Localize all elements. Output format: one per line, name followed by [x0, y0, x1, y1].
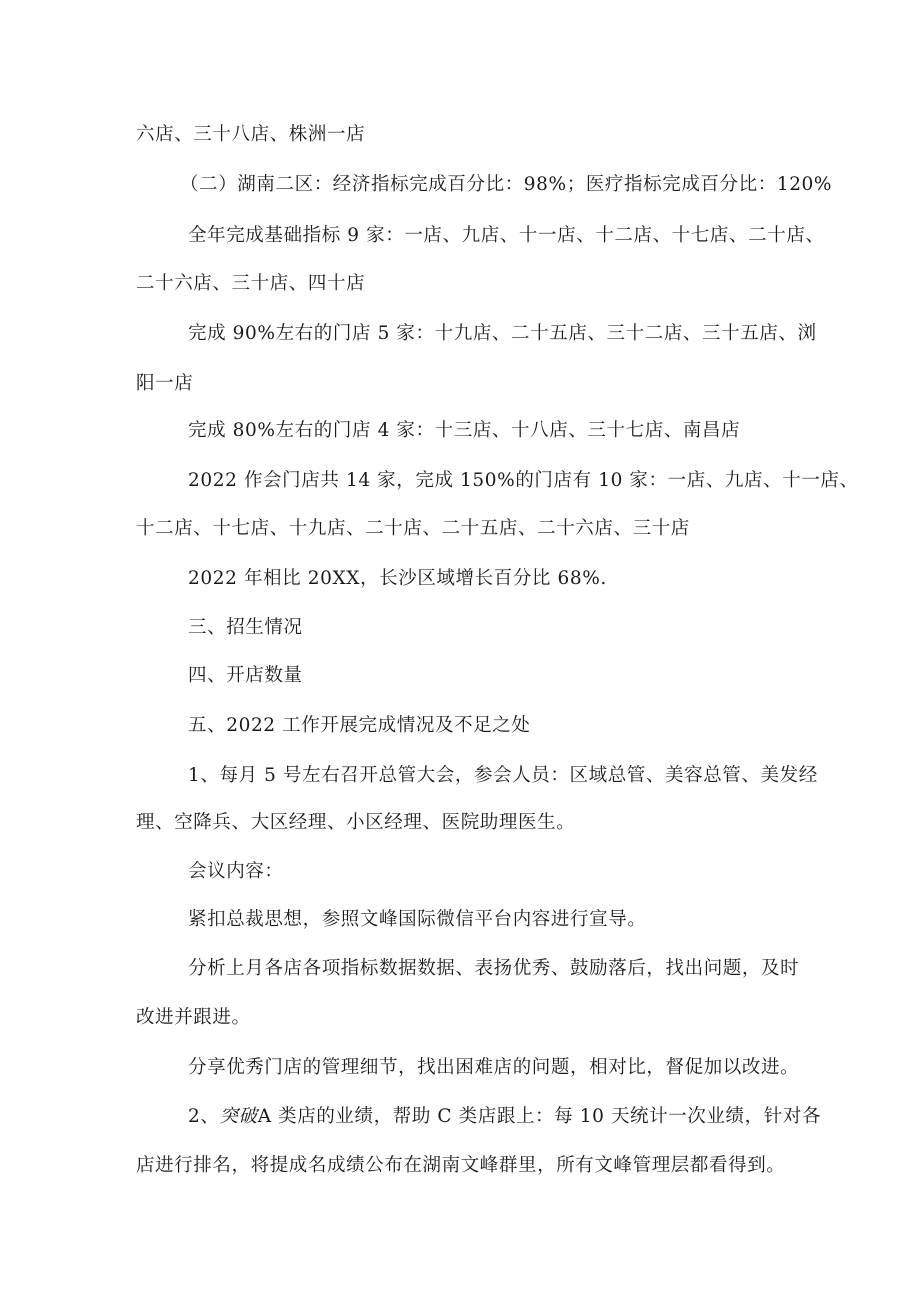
paragraph-line: 会议内容： — [188, 861, 284, 882]
emphasis-text: 突破 — [219, 1106, 258, 1127]
paragraph-line: 全年完成基础指标 9 家：一店、九店、十一店、十二店、十七店、二十店、 — [188, 225, 825, 246]
paragraph-line: 十二店、十七店、十九店、二十店、二十五店、二十六店、三十店 — [136, 518, 690, 539]
paragraph-line: 阳一店 — [136, 373, 194, 394]
paragraph-line: 紧扣总裁思想，参照文峰国际微信平台内容进行宣导。 — [188, 909, 647, 930]
paragraph-line-number: 2、 — [188, 1106, 220, 1127]
paragraph-line: 2022 作会门店共 14 家，完成 150%的门店有 10 家：一店、九店、十一店、 — [188, 470, 859, 491]
paragraph-line: 完成 80%左右的门店 4 家：十三店、十八店、三十七店、南昌店 — [188, 420, 741, 441]
section-heading-hunan-district-two: （二）湖南二区：经济指标完成百分比：98%；医疗指标完成百分比：120% — [180, 174, 833, 195]
paragraph-line: 2022 年相比 20XX，长沙区域增长百分比 68%. — [188, 568, 607, 589]
section-heading-enrollment: 三、招生情况 — [188, 617, 303, 638]
paragraph-line — [188, 1105, 821, 1129]
paragraph-line: 理、空降兵、大区经理、小区经理、医院助理医生。 — [136, 812, 576, 833]
paragraph-line: 1、每月 5 号左右召开总管大会，参会人员：区域总管、美容总管、美发经 — [188, 765, 818, 786]
paragraph-line: 六店、三十八店、株洲一店 — [136, 124, 366, 145]
paragraph-line: 改进并跟进。 — [136, 1007, 251, 1028]
paragraph-line: 完成 90%左右的门店 5 家：十九店、二十五店、三十二店、三十五店、浏 — [188, 323, 817, 344]
section-heading-work-progress: 五、2022 工作开展完成情况及不足之处 — [188, 715, 531, 736]
paragraph-line: 二十六店、三十店、四十店 — [136, 273, 366, 294]
paragraph-line: 分享优秀门店的管理细节，找出困难店的问题，相对比，督促加以改进。 — [188, 1057, 800, 1078]
paragraph-line: 分析上月各店各项指标数据数据、表扬优秀、鼓励落后，找出问题，及时 — [188, 958, 800, 979]
paragraph-line: 店进行排名，将提成名成绩公布在湖南文峰群里，所有文峰管理层都看得到。 — [136, 1155, 786, 1176]
paragraph-line-text: A 类店的业绩，帮助 C 类店跟上：每 10 天统计一次业绩，针对各 — [257, 1106, 822, 1127]
section-heading-store-openings: 四、开店数量 — [188, 665, 303, 686]
